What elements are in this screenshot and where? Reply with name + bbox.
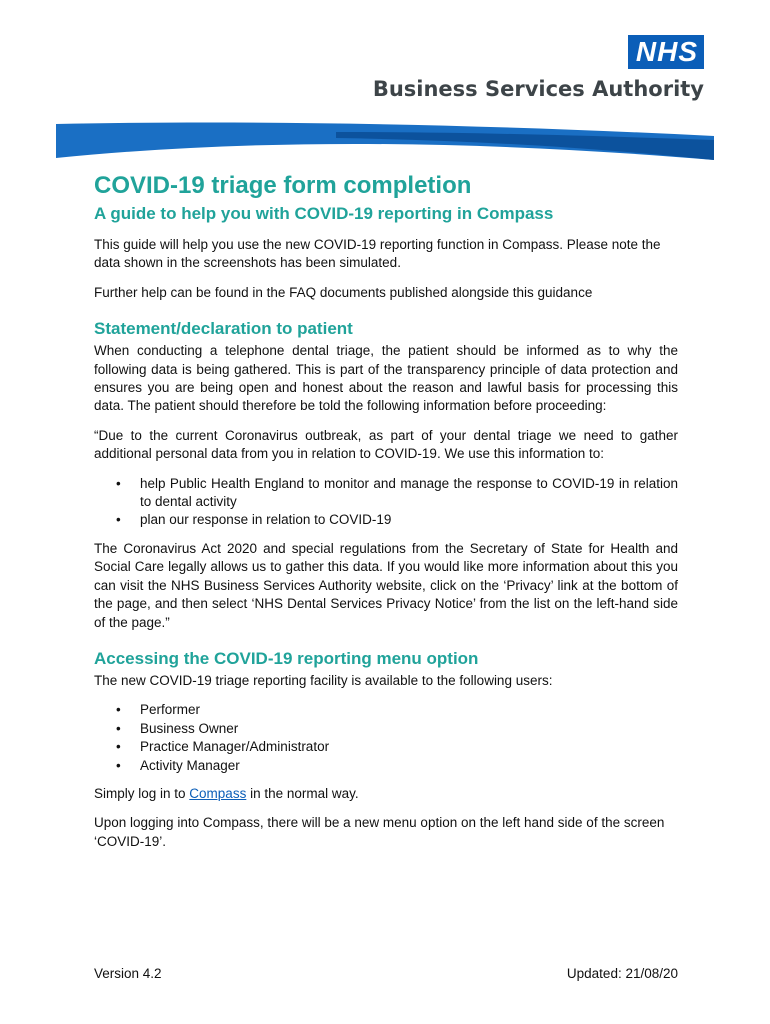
- list-item-text: plan our response in relation to COVID-19: [140, 512, 392, 528]
- page-title: COVID-19 triage form completion: [94, 172, 472, 199]
- list-item-text: Activity Manager: [140, 757, 240, 773]
- list-item-text: Practice Manager/Administrator: [140, 739, 330, 755]
- list-item: [116, 701, 678, 719]
- statement-paragraph: When conducting a telephone dental triage, the patient should be informed as to why the following data is being gathered. This is part of the transparency principle of data protection and ensures you are being open and honest about the reason and lawful basis for processing this data. The patient should therefore be told the following information before proceeding:: [94, 343, 678, 414]
- bullet-icon: •: [116, 757, 121, 773]
- intro-paragraph: This guide will help you use the new COVID-19 reporting function in Compass. Please note the data shown in the screenshots has been simulated.: [94, 237, 661, 271]
- nhs-bsa-logo: [373, 35, 704, 101]
- menu-option-paragraph: Upon logging into Compass, there will be a new menu option on the left hand side of the screen ‘COVID-19’.: [94, 815, 665, 849]
- nhs-logo: NHS: [628, 35, 704, 69]
- bullet-icon: •: [116, 512, 121, 528]
- list-item: [116, 475, 678, 512]
- section-heading-statement: Statement/declaration to patient: [94, 319, 353, 339]
- list-item: [116, 720, 678, 738]
- bullet-icon: •: [116, 720, 121, 736]
- legal-paragraph: The Coronavirus Act 2020 and special regulations from the Secretary of State for Health and Social Care legally allows us to gather this data. If you would like more information about this you can visit the NHS Business Services Authority website, click on the ‘Privacy’ link at the bottom of the page, and then select ‘NHS Dental Services Privacy Notice’ from the list on the left-hand side of the page.”: [94, 540, 678, 630]
- purpose-list: [94, 475, 678, 530]
- compass-link[interactable]: Compass: [189, 785, 247, 801]
- list-item: [116, 757, 678, 775]
- declaration-quote: “Due to the current Coronavirus outbreak, as part of your dental triage we need to gather additional personal data from you in relation to COVID-19. We use this information to:: [94, 427, 678, 462]
- further-help-paragraph: Further help can be found in the FAQ documents published alongside this guidance: [94, 284, 593, 300]
- updated-label: Updated: 21/08/20: [566, 966, 678, 981]
- users-intro-paragraph: The new COVID-19 triage reporting facility is available to the following users:: [94, 672, 553, 688]
- header-banner: [56, 122, 714, 162]
- version-label: Version 4.2: [94, 966, 162, 981]
- login-prefix: Simply log in to: [94, 785, 190, 801]
- login-suffix: in the normal way.: [246, 785, 359, 801]
- bullet-icon: •: [116, 475, 121, 491]
- bullet-icon: •: [116, 739, 121, 755]
- users-list: [94, 701, 678, 775]
- list-item-text: Business Owner: [140, 720, 239, 736]
- list-item-text: Performer: [140, 702, 201, 718]
- section-heading-accessing: Accessing the COVID-19 reporting menu option: [94, 648, 479, 668]
- login-paragraph: [94, 785, 678, 803]
- bullet-icon: •: [116, 702, 121, 718]
- list-item: [116, 511, 678, 529]
- list-item-text: help Public Health England to monitor and manage the response to COVID-19 in relation to dental activity: [140, 475, 678, 510]
- page-subtitle: A guide to help you with COVID-19 reporting in Compass: [94, 204, 554, 223]
- organisation-name: Business Services Authority: [372, 77, 704, 101]
- document-body: [94, 170, 678, 862]
- list-item: [116, 738, 678, 756]
